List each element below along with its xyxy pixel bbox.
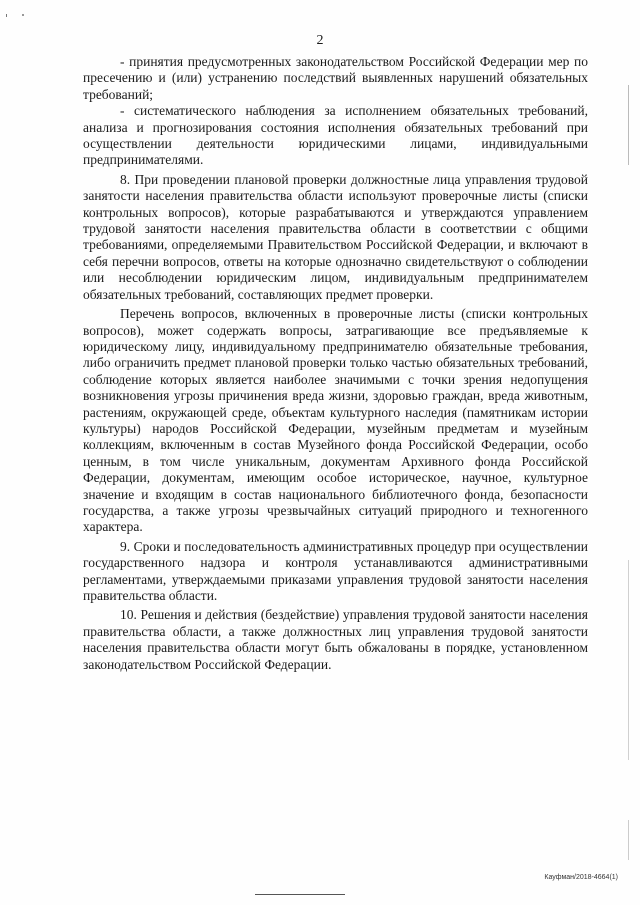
page-number: 2 bbox=[316, 33, 324, 48]
paragraph-bullet-measures: - принятия предусмотренных законодательством Российской Федерации мер по пресечению и (или) устранению последствий выявленных нарушений обязательных требований; bbox=[83, 54, 588, 102]
scan-speck bbox=[6, 14, 7, 17]
document-body bbox=[83, 54, 588, 673]
scan-edge-line bbox=[628, 560, 629, 760]
scan-edge-line bbox=[628, 85, 629, 165]
paragraph-item-8: 8. При проведении плановой проверки должностные лица управления трудовой занятости населения правительства области используют проверочные листы (списки контрольных вопросов), которые разрабатываются и утверждаются управлением трудовой занятости населения правительства области в соответствии с общими требованиями, определяемыми Правительством Российской Федерации, и включают в себя перечни вопросов, ответы на которые однозначно свидетельствуют о соблюдении или несоблюдении юридическим лицом, индивидуальным предпринимателем обязательных требований, составляющих предмет проверки. bbox=[83, 171, 588, 302]
paragraph-item-10: 10. Решения и действия (бездействие) управления трудовой занятости населения правительства области, а также должностных лиц управления трудовой занятости населения правительства области могут быть обжалованы в порядке, установленном законодательством Российской Федерации. bbox=[83, 607, 588, 672]
paragraph-question-list: Перечень вопросов, включенных в проверочные листы (списки контрольных вопросов), может содержать вопросы, затрагивающие все предъявляемые к юридическому лицу, индивидуальному предпринимателю обязательные требования, либо ограничить предмет плановой проверки только частью обязательных требований, соблюдение которых является наиболее значимыми с точки зрения недопущения возникновения угрозы причинения вреда жизни, здоровью граждан, вреда животным, растениям, окружающей среде, объектам культурного наследия (памятникам истории культуры) народов Российской Федерации, музейным предметам и музейным коллекциям, включенным в состав Музейного фонда Российской Федерации, особо ценным, в том числе уникальным, документам Архивного фонда Российской Федерации, документам, имеющим особое историческое, научное, культурное значение и входящим в состав национального библиотечного фонда, безопасности государства, а также угрозы чрезвычайных ситуаций природного и техногенного характера. bbox=[83, 306, 588, 535]
document-code: Кауфман/2018-4664(1) bbox=[544, 874, 618, 881]
paragraph-item-9: 9. Сроки и последовательность административных процедур при осуществлении государственного надзора и контроля устанавливаются административными регламентами, утверждаемыми приказами управления трудовой занятости населения правительства области. bbox=[83, 538, 588, 603]
scan-speck bbox=[22, 14, 24, 16]
scan-edge-line bbox=[628, 820, 629, 860]
paragraph-bullet-monitoring: - систематического наблюдения за исполнением обязательных требований, анализа и прогнозирования состояния исполнения обязательных требований при осуществлении деятельности юридическими лицами, индивидуальными предпринимателями. bbox=[83, 103, 588, 168]
bottom-rule bbox=[255, 894, 345, 895]
